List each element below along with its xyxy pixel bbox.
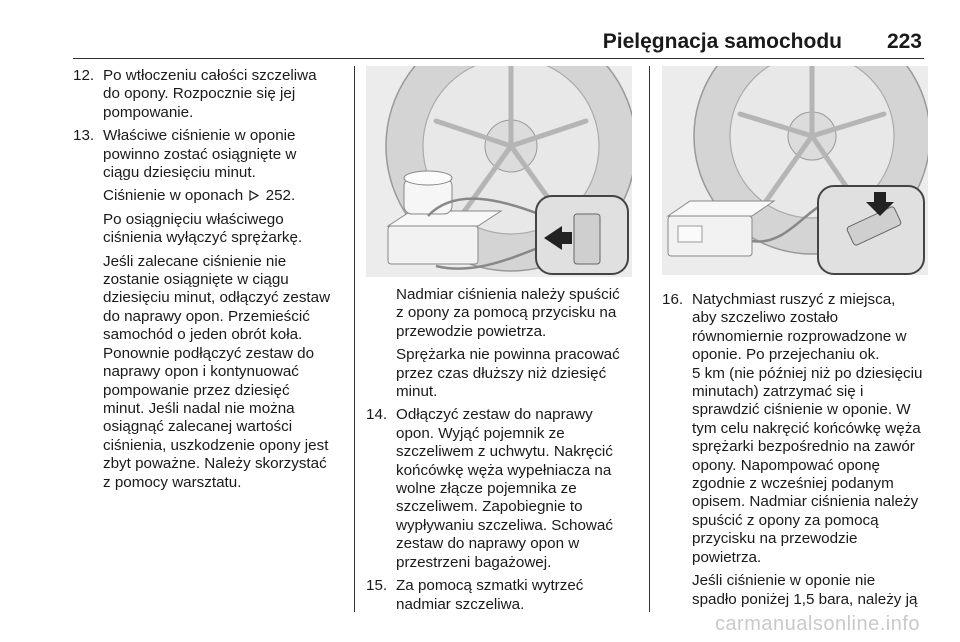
step-number: 13. (73, 127, 95, 145)
reference-arrow-icon (249, 188, 259, 199)
paragraph: Jeśli zalecane ciśnienie nie zostanie osiągnięte w ciągu dziesięciu minut, odłączyć zestaw do naprawy opon. Przemieścić samochód o jeden obrót koła. Ponownie podłączyć zestaw do naprawy opon i kontynuować pompowanie przez dziesięć minut. Jeśli nadal nie można osiągnąć zalecanej wartości ciśnienia, uszkodzenie opony jest zbyt poważne. Należy skorzystać z pomocy warsztatu. (103, 252, 331, 491)
step-12: 12. Po wtłoczeniu całości szczeliwa do opony. Rozpocznie się jej pompowanie. (73, 67, 317, 121)
compressor-tire-figure (366, 66, 632, 277)
paragraph: Nadmiar ciśnienia należy spuścić z opony za pomocą przycisku na przewodzie powietrza. (396, 286, 620, 340)
paragraph: Sprężarka nie powinna pracować przez czas dłuższy niż dziesięć minut. (396, 346, 620, 401)
hose-valve-illustration (662, 66, 928, 275)
page-reference-link[interactable]: 252. (265, 187, 296, 205)
step-14: 14. Odłączyć zestaw do naprawy opon. Wyjąć pojemnik ze szczeliwem z uchwytu. Nakręcić końcówkę węża wypełniacza na wolne złącze pojemnika ze szczeliwem. Zapobiegnie to wypływaniu szczeliwa. Schować zestaw do naprawy opon w przestrzeni bagażowej. (366, 406, 613, 571)
page-number: 223 (886, 30, 922, 53)
step-16: 16. Natychmiast ruszyć z miejsca, aby szczeliwo zostało równomiernie rozprowadzone w oponie. Po przejechaniu ok. 5 km (nie później niż po dziesięciu minutach) zatrzymać się i sprawdzić ciśnienie w oponie. W tym celu nakręcić końcówkę węża sprężarki bezpośrednio na zawór opony. Napompować oponę zgodnie z wcześniej podanym opisem. Nadmiar ciśnienia należy spuścić z opony za pomocą przycisku na przewodzie powietrza. (662, 291, 923, 566)
page-title: Pielęgnacja samochodu (602, 30, 842, 53)
watermark: carmanualsonline.info (714, 613, 920, 635)
step-number: 15. (366, 577, 388, 595)
paragraph: Jeśli ciśnienie w oponie nie spadło poniżej 1,5 bara, należy ją (692, 572, 918, 608)
column-divider-1 (354, 66, 355, 612)
step-15: 15. Za pomocą szmatki wytrzeć nadmiar szczeliwa. (366, 577, 584, 613)
header-divider (73, 58, 924, 59)
step-number: 16. (662, 291, 684, 308)
compressor-illustration (366, 66, 632, 277)
hose-valve-figure (662, 66, 928, 275)
column-1 (73, 67, 349, 497)
step-number: 14. (366, 406, 388, 424)
paragraph: Po osiągnięciu właściwego ciśnienia wyłączyć sprężarkę. (103, 210, 303, 247)
column-3 (662, 291, 932, 614)
column-divider-2 (649, 66, 650, 612)
tire-pressure-reference: Ciśnienie w oponach 252. (103, 187, 296, 205)
column-2 (366, 286, 642, 619)
step-number: 12. (73, 67, 95, 84)
step-13: 13. Właściwe ciśnienie w oponie powinno zostać osiągnięte w ciągu dziesięciu minut. (73, 127, 297, 182)
